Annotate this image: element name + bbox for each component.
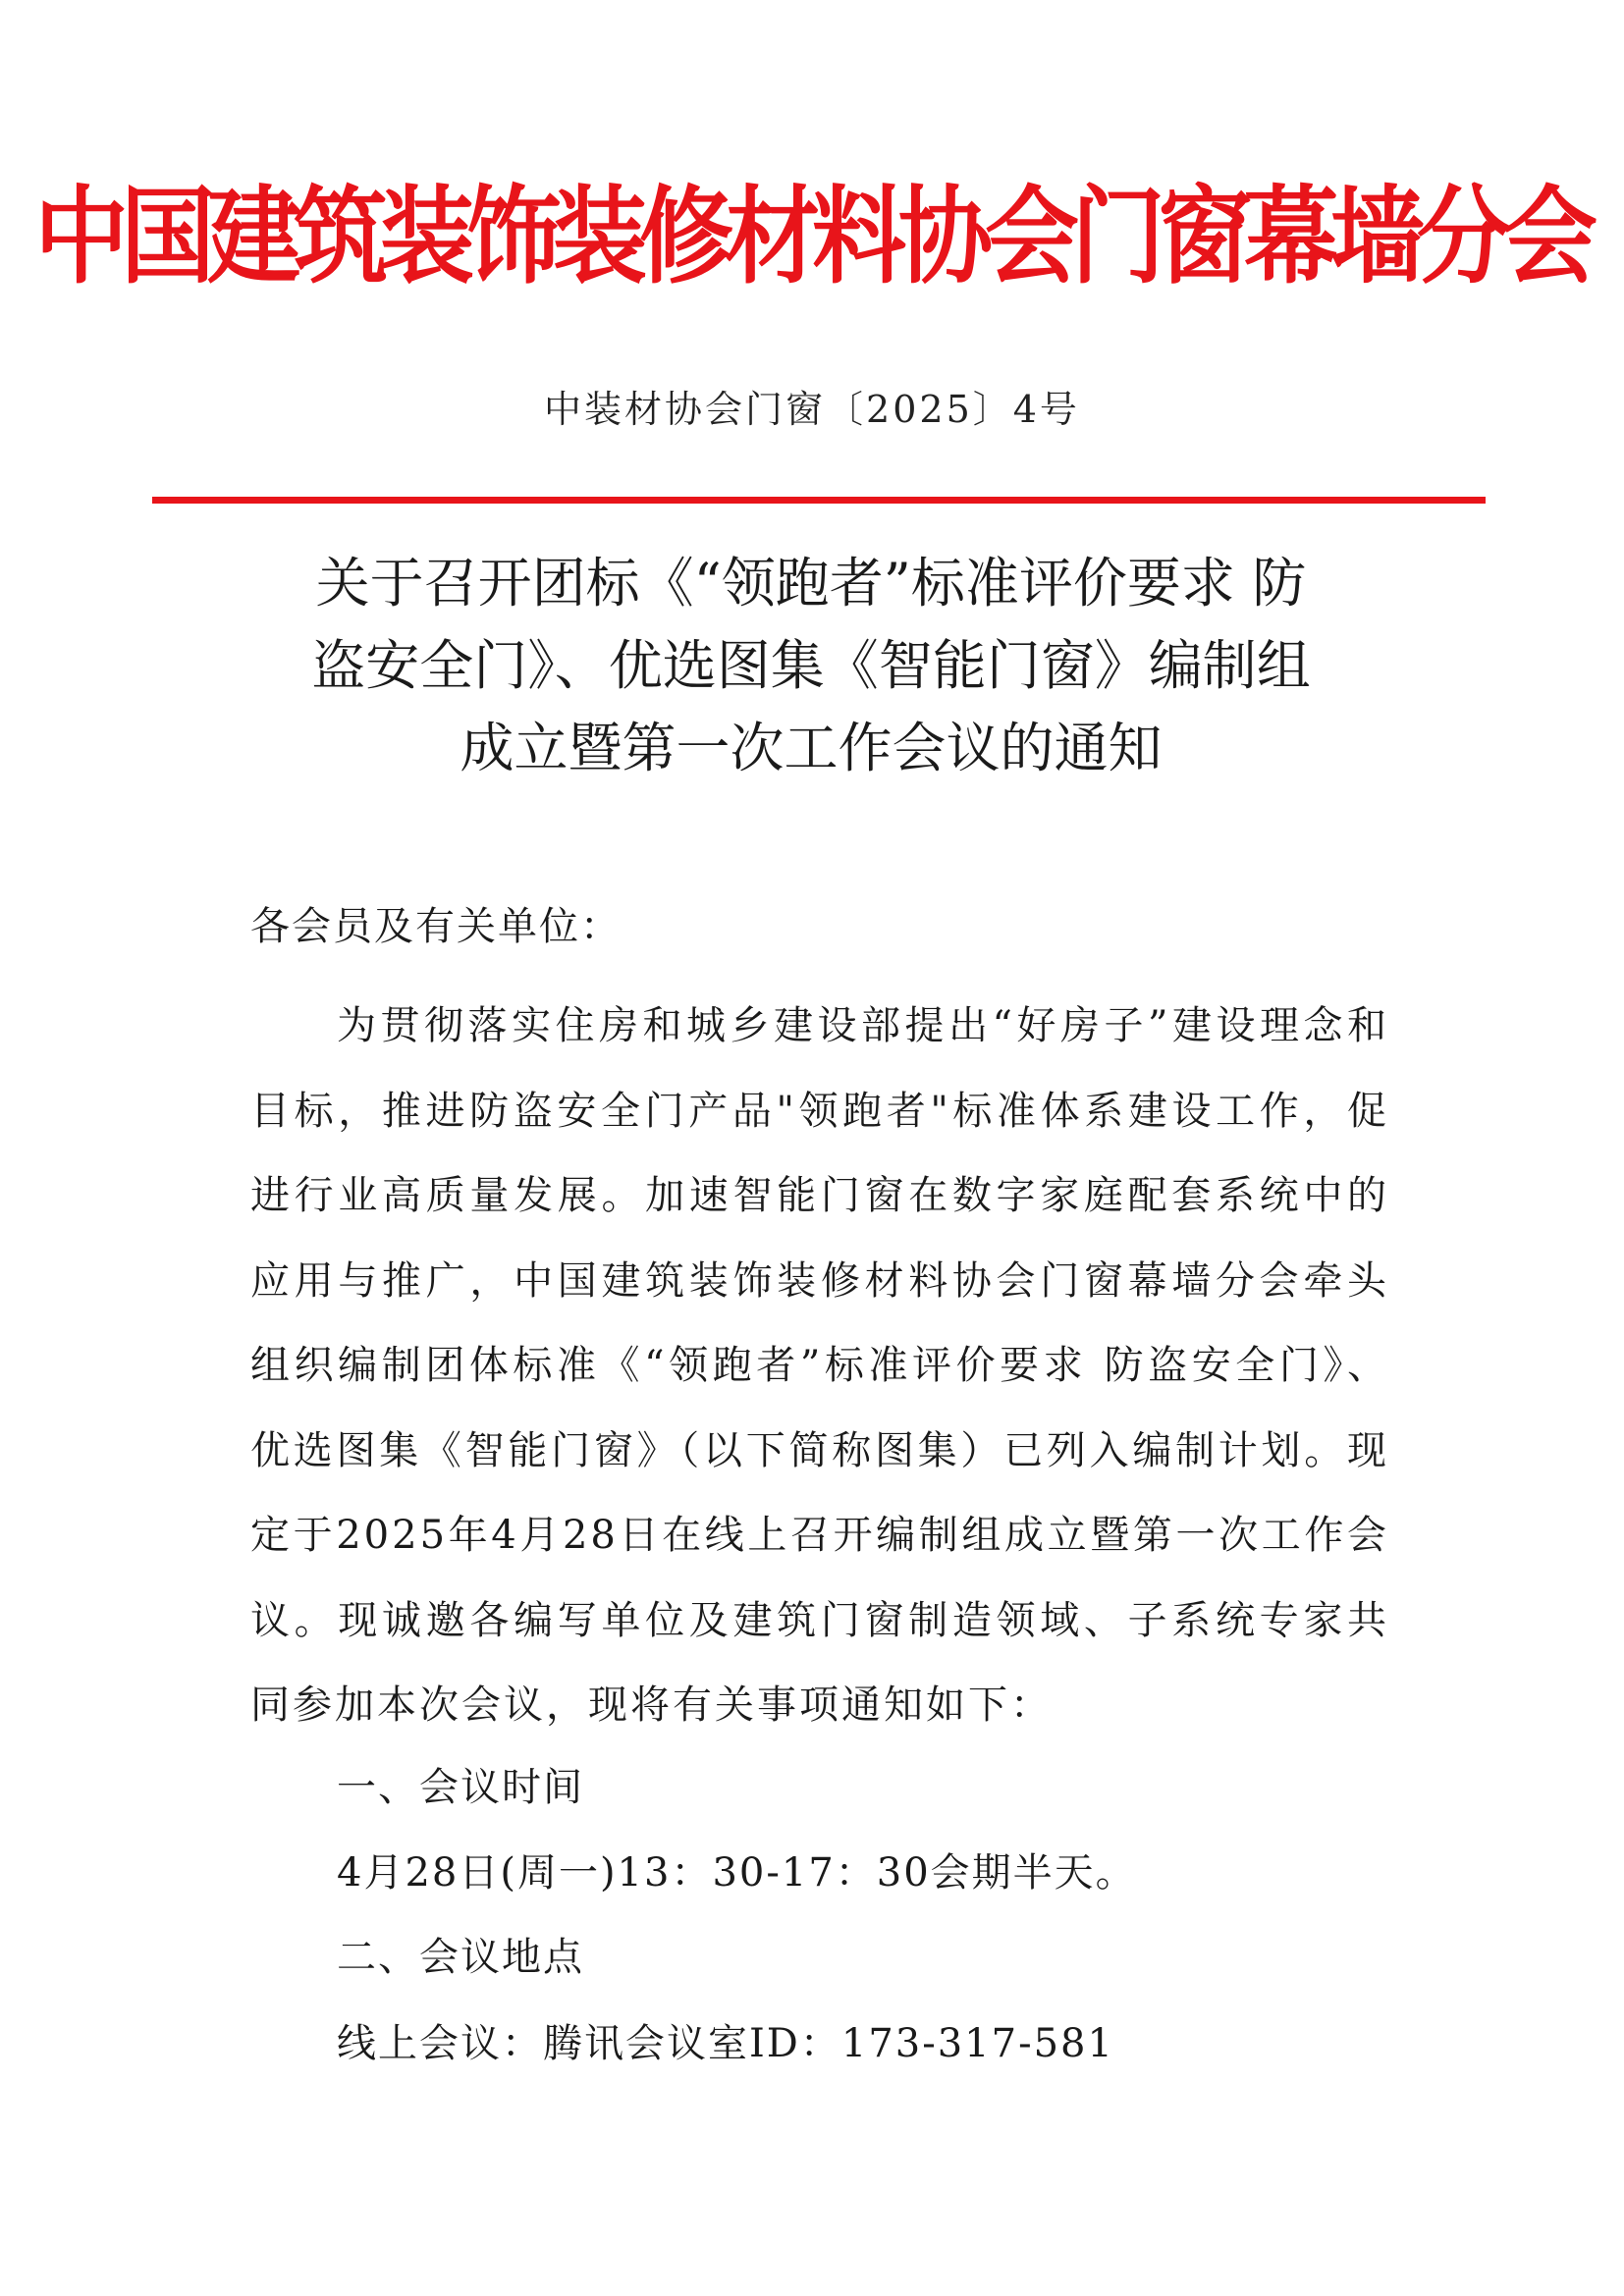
body-paragraph: 为贯彻落实住房和城乡建设部提出“好房子”建设理念和目标，推进防盗安全门产品"领跑者"标准体系建设工作，促进行业高质量发展。加速智能门窗在数字家庭配套系统中的应用与推广，中国建筑装饰装修材料协会门窗幕墙分会牵头组织编制团体标准《“领跑者”标准评价要求 防盗安全门》、优选图集《智能门窗》（以下简称图集）已列入编制计划。现定于2025年4月28日在线上召开编制组成立暨第一次工作会议。现诚邀各编写单位及建筑门窗制造领域、子系统专家共同参加本次会议，现将有关事项通知如下： — [250, 1003, 1389, 1728]
section-heading-meeting-time: 一、会议时间 — [337, 1765, 584, 1810]
section-content-meeting-location: 线上会议：腾讯会议室ID：173-317-581 — [337, 2021, 1114, 2066]
notice-title — [236, 542, 1386, 789]
salutation: 各会员及有关单位： — [250, 904, 622, 949]
section-heading-meeting-location: 二、会议地点 — [337, 1935, 584, 1980]
red-divider-line — [152, 497, 1486, 504]
organization-header: 中国建筑装饰装修材料协会门窗幕墙分会 — [34, 175, 1590, 298]
section-content-meeting-time: 4月28日(周一)13：30-17：30会期半天。 — [337, 1850, 1137, 1896]
title-line-3: 成立暨第一次工作会议的通知 — [460, 717, 1163, 779]
title-line-2: 盗安全门》、优选图集《智能门窗》编制组 — [311, 634, 1311, 697]
document-number: 中装材协会门窗〔2025〕4号 — [544, 388, 1080, 431]
title-line-1: 关于召开团标《“领跑者”标准评价要求 防 — [315, 552, 1307, 614]
